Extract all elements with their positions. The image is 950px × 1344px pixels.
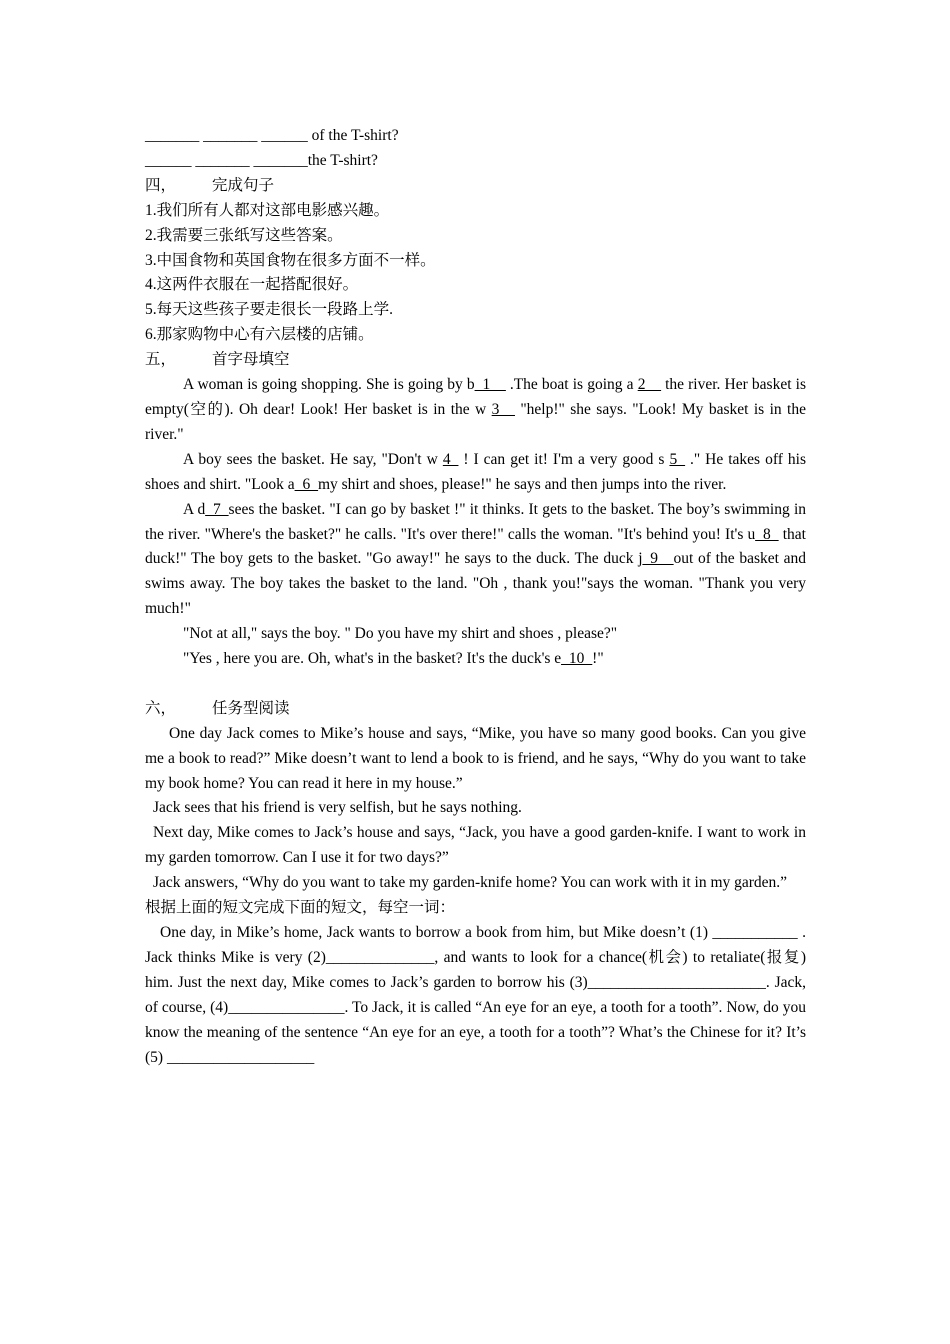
section-6-title: 任务型阅读 — [212, 699, 290, 717]
section-5-number: 五， — [145, 351, 177, 369]
blank-10: _10_ — [561, 650, 593, 668]
cloze-paragraph-2: A boy sees the basket. He say, "Don't w 4_ ! I can get it! I'm a very good s 5_ ." He takes off his shoes and shirt. "Look a_6_my shirt and shoes, please!" he says and then jumps into the river. — [145, 450, 806, 493]
spacer — [145, 672, 806, 697]
cloze-paragraph-5: "Yes , here you are. Oh, what's in the basket? It's the duck's e_10_!" — [183, 650, 604, 668]
top-line-2: ______ _______ _______the T-shirt? — [145, 151, 378, 169]
section-6-heading — [145, 697, 806, 722]
top-line-1: _______ _______ ______ of the T-shirt? — [145, 127, 399, 144]
blank-9: _9__ — [642, 550, 674, 568]
worksheet-page — [145, 124, 806, 1070]
blank-1: _1__ — [474, 376, 506, 394]
sentence-item: 2.我需要三张纸写这些答案。 — [145, 226, 343, 244]
section-4-heading — [145, 174, 806, 199]
blank-2: 2__ — [637, 376, 661, 394]
cloze-paragraph-4: "Not at all," says the boy. " Do you have my shirt and shoes , please?" — [183, 625, 618, 643]
blank-6: _6_ — [294, 475, 318, 493]
cloze-paragraph-3: A d_7_sees the basket. "I can go by basket !" it thinks. It gets to the basket. The boy’s swimming in the river. "Where's the basket?" he calls. "It's over there!" calls the woman. "It's behind you! It's u_8_ that duck!" The boy gets to the basket. "Go away!" he says to the duck. The duck j_9__out of the basket and swims away. The boy takes the basket to the land. "Oh , thank you!"says the woman. "Thank you very much!" — [145, 500, 807, 618]
section-4-number: 四， — [145, 176, 177, 194]
blank-5: 5_ — [669, 450, 685, 468]
section-6-number: 六， — [145, 699, 177, 717]
reading-paragraph-3: Next day, Mike comes to Jack’s house and says, “Jack, you have a good garden-knife. I want to work in my garden tomorrow. Can I use it for two days?” — [145, 824, 806, 867]
blank-4: 4_ — [442, 450, 459, 468]
sentence-item: 3.中国食物和英国食物在很多方面不一样。 — [145, 251, 436, 269]
cloze-paragraph-1: A woman is going shopping. She is going by b_1__ .The boat is going a 2__ the river. Her basket is empty(空的). Oh dear! Look! Her basket is in the w 3__ "help!" she says. "Look! My basket is in the river." — [145, 376, 806, 443]
sentence-item: 1.我们所有人都对这部电影感兴趣。 — [145, 201, 390, 219]
blank-8: _8_ — [755, 525, 779, 543]
section-5-heading — [145, 348, 806, 373]
sentence-item: 5.每天这些孩子要走很长一段路上学. — [145, 301, 394, 319]
summary-paragraph: One day, in Mike’s home, Jack wants to borrow a book from him, but Mike doesn’t (1) ___________ . Jack thinks Mike is very (2)______________, and wants to look for a chance(机会) to retaliate(报复) him. Just the next day, Mike comes to Jack’s garden to borrow his (3)_______________________. Jack, of course, (4)_______________. To Jack, it is called “An eye for an eye, a tooth for a tooth”. Now, do you know the meaning of the sentence “An eye for an eye, a tooth for a tooth”? What’s the Chinese for it? It’s (5) ___________________ — [145, 923, 806, 1066]
blank-3: 3__ — [491, 400, 515, 418]
section-5-title: 首字母填空 — [212, 351, 290, 369]
sentence-item: 4.这两件衣服在一起搭配很好。 — [145, 276, 359, 294]
task-instruction: 根据上面的短文完成下面的短文，每空一词： — [145, 899, 456, 917]
sentence-item: 6.那家购物中心有六层楼的店铺。 — [145, 326, 374, 344]
section-4-title: 完成句子 — [212, 176, 275, 194]
reading-paragraph-1: One day Jack comes to Mike’s house and says, “Mike, you have so many good books. Can you give me a book to read?” Mike doesn’t want to lend a book to is friend, and he says, “Why do you want to take my book home? You can read it here in my house.” — [145, 724, 806, 792]
reading-paragraph-4: Jack answers, “Why do you want to take my garden-knife home? You can work with it in my garden.” — [153, 874, 788, 892]
blank-7: _7_ — [205, 500, 229, 518]
reading-paragraph-2: Jack sees that his friend is very selfish, but he says nothing. — [153, 799, 522, 817]
